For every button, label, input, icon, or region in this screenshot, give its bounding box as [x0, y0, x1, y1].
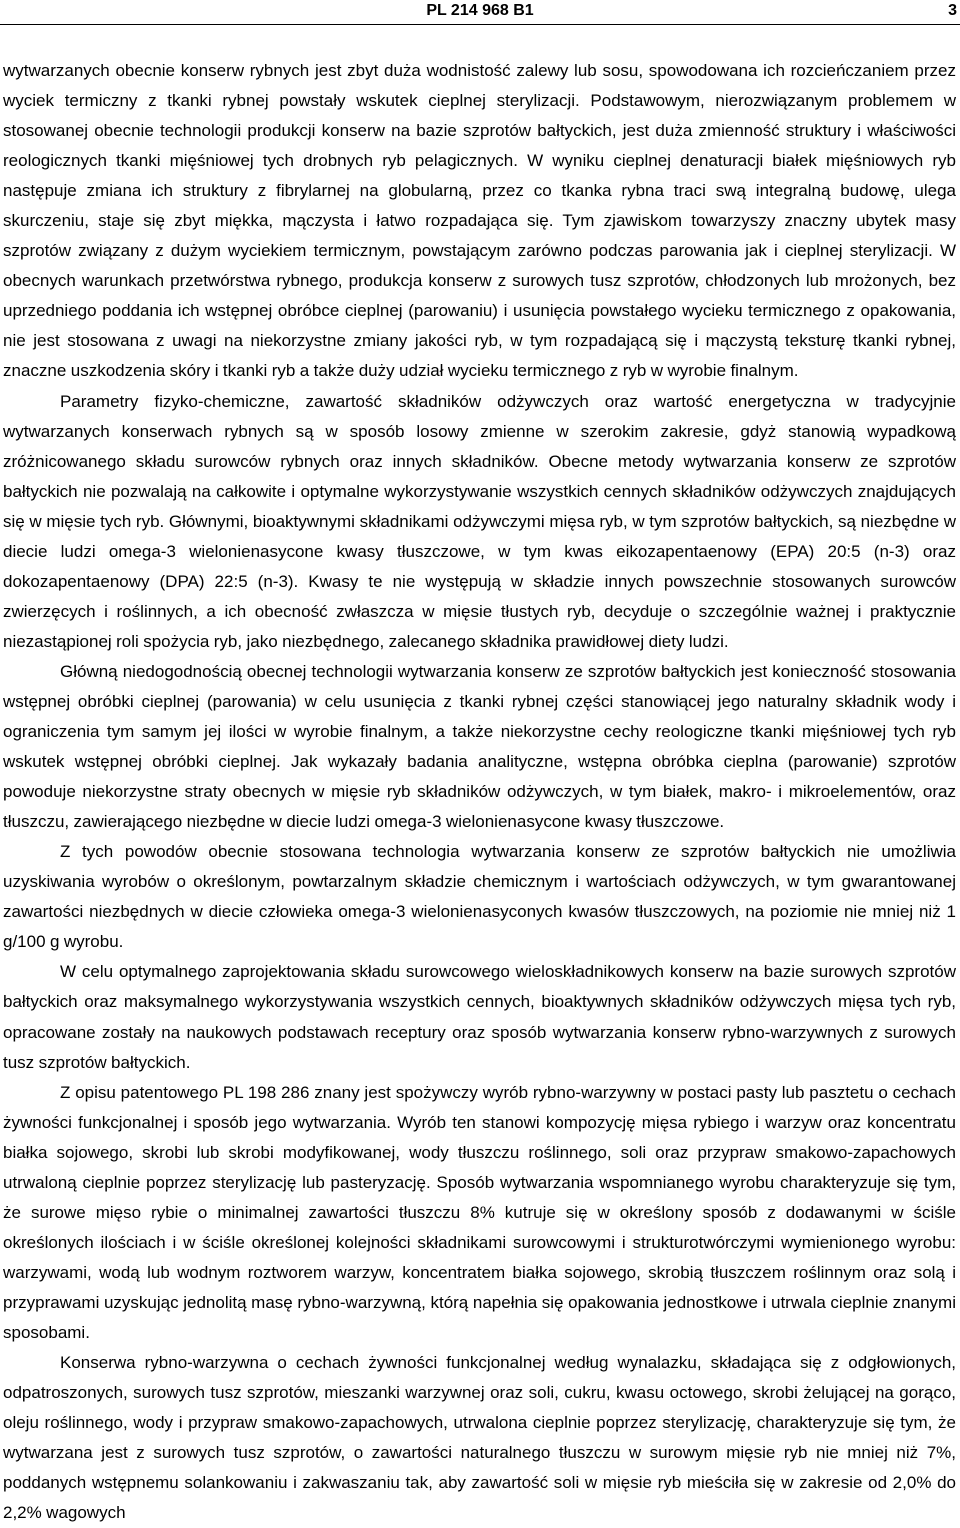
body-text — [3, 56, 956, 1528]
paragraph-4: Z tych powodów obecnie stosowana technologia wytwarzania konserw ze szprotów bałtyckich nie umożliwia uzyskiwania wyrobów o określonym, powtarzalnym składzie chemicznym i wartościach odżywczych, w tym gwarantowanej zawartości niezbędnych w diecie człowieka omega-3 wielonienasyconych kwasów tłuszczowych, na poziomie nie mniej niż 1 g/100 g wyrobu. — [3, 842, 956, 952]
page-header — [0, 0, 960, 26]
paragraph-2: Parametry fizyko-chemiczne, zawartość składników odżywczych oraz wartość energetyczna w tradycyjnie wytwarzanych konserwach rybnych są w sposób losowy zmienne w szerokim zakresie, gdyż stanowią wypadkową zróżnicowanego składu surowców rybnych oraz innych składników. Obecne metody wytwarzania konserw ze szprotów bałtyckich nie pozwalają na całkowite i optymalne wykorzystywanie wszystkich cennych składników odżywczych znajdujących się w mięsie tych ryb. Głównymi, bioaktywnymi składnikami odżywczymi mięsa ryb, w tym szprotów bałtyckich, są niezbędne w diecie ludzi omega-3 wielonienasycone kwasy tłuszczowe, w tym kwas eikozapentaenowy (EPA) 20:5 (n-3) oraz dokozapentaenowy (DPA) 22:5 (n-3). Kwasy te nie występują w składzie innych powszechnie stosowanych surowców zwierzęcych i roślinnych, a ich obecność zwłaszcza w mięsie tłustych ryb, decyduje o szczególnie ważnej i praktycznie niezastąpionej roli spożycia ryb, jako niezbędnego, zalecanego składnika prawidłowej diety ludzi. — [3, 391, 956, 651]
paragraph-3: Główną niedogodnością obecnej technologii wytwarzania konserw ze szprotów bałtyckich jest konieczność stosowania wstępnej obróbki cieplnej (parowania) w celu usunięcia z tkanki rybnej części stanowiącej jego naturalny składnik wody i ograniczenia tym samym jej ilości w wyrobie finalnym, a także niekorzystne cechy reologiczne tkanki mięśniowej tych ryb wskutek wstępnej obróbki cieplnej. Jak wykazały badania analityczne, wstępna obróbka cieplna (parowanie) szprotów powoduje niekorzystne straty obecnych w mięsie ryb składników odżywczych, w tym białek, makro- i mikroelementów, oraz tłuszczu, zawierającego niezbędne w diecie ludzi omega-3 wielonienasycone kwasy tłuszczowe. — [3, 661, 956, 832]
paragraph-1: wytwarzanych obecnie konserw rybnych jest zbyt duża wodnistość zalewy lub sosu, spowodowana ich rozcieńczaniem przez wyciek termiczny z tkanki rybnej powstały wskutek cieplnej sterylizacji. Podstawowym, nierozwiązanym problemem w stosowanej obecnie technologii produkcji konserw na bazie szprotów bałtyckich, jest duża zmienność struktury i właściwości reologicznych tkanki mięśniowej tych drobnych ryb pelagicznych. W wyniku cieplnej denaturacji białek mięśniowych ryb następuje zmiana ich struktury z fibrylarnej na globularną, przez co tkanka rybna traci swą integralną budowę, ulega skurczeniu, staje się zbyt miękka, mączysta i łatwo rozpadająca się. Tym zjawiskom towarzyszy znaczny ubytek masy szprotów związany z dużym wyciekiem termicznym, powstającym zarówno podczas parowania jak i cieplnej sterylizacji. W obecnych warunkach przetwórstwa rybnego, produkcja konserw z surowych tusz szprotów, chłodzonych lub mrożonych, bez uprzedniego poddania ich wstępnej obróbce cieplnej (parowaniu) i usunięcia powstałego wycieku termicznego z opakowania, nie jest stosowana z uwagi na niekorzystne zmiany jakości ryb, w tym rozpadającą się i mączystą teksturę tkanki rybnej, znaczne uszkodzenia skóry i tkanki ryb a także duży udział wycieku termicznego z ryb w wyrobie finalnym. — [3, 61, 956, 381]
paragraph-5: W celu optymalnego zaprojektowania składu surowcowego wieloskładnikowych konserw na bazie surowych szprotów bałtyckich oraz maksymalnego wykorzystywania wszystkich cennych, bioaktywnych składników odżywczych mięsa tych ryb, opracowane zostały na naukowych podstawach receptury oraz sposób wytwarzania konserw rybno-warzywnych z surowych tusz szprotów bałtyckich. — [3, 962, 956, 1072]
header-divider — [0, 24, 960, 25]
paragraph-6: Z opisu patentowego PL 198 286 znany jest spożywczy wyrób rybno-warzywny w postaci pasty lub pasztetu o cechach żywności funkcjonalnej i sposób jego wytwarzania. Wyrób ten stanowi kompozycję mięsa rybiego i warzyw oraz koncentratu białka sojowego, skrobi lub skrobi modyfikowanej, wody tłuszczu roślinnego, soli oraz przypraw smakowo-zapachowych utrwaloną cieplnie poprzez sterylizację lub pasteryzację. Sposób wytwarzania wspomnianego wyrobu charakteryzuje się tym, że surowe mięso rybie o minimalnej zawartości tłuszczu 8% kutruje się w określony sposób z dodawanymi w ściśle określonych ilościach i w ściśle określonej kolejności składnikami surowcowymi i strukturotwórczymi wymienionego wyrobu: warzywami, wodą lub wodnym roztworem warzyw, koncentratem białka sojowego, skrobią tłuszczem roślinnym oraz solą i przyprawami uzyskując jednolitą masę rybno-warzywną, którą napełnia się opakowania jednostkowe i utrwala cieplnie znanymi sposobami. — [3, 1082, 956, 1342]
paragraph-7: Konserwa rybno-warzywna o cechach żywności funkcjonalnej według wynalazku, składająca się z odgłowionych, odpatroszonych, surowych tusz szprotów, mieszanki warzywnej oraz soli, cukru, kwasu octowego, skrobi żelującej na gorąco, oleju roślinnego, wody i przypraw smakowo-zapachowych, utrwalona cieplnie poprzez sterylizację, charakteryzuje się tym, że wytwarzana jest z surowych tusz szprotów, o zawartości naturalnego tłuszczu w surowym mięsie ryb nie mniej niż 7%, poddanych wstępnemu solankowaniu i zakwaszaniu tak, aby zawartość soli w mięsie ryb mieściła się w zakresie od 2,0% do 2,2% wagowych — [3, 1353, 956, 1523]
page-number: 3 — [948, 2, 957, 19]
patent-number: PL 214 968 B1 — [426, 2, 534, 19]
